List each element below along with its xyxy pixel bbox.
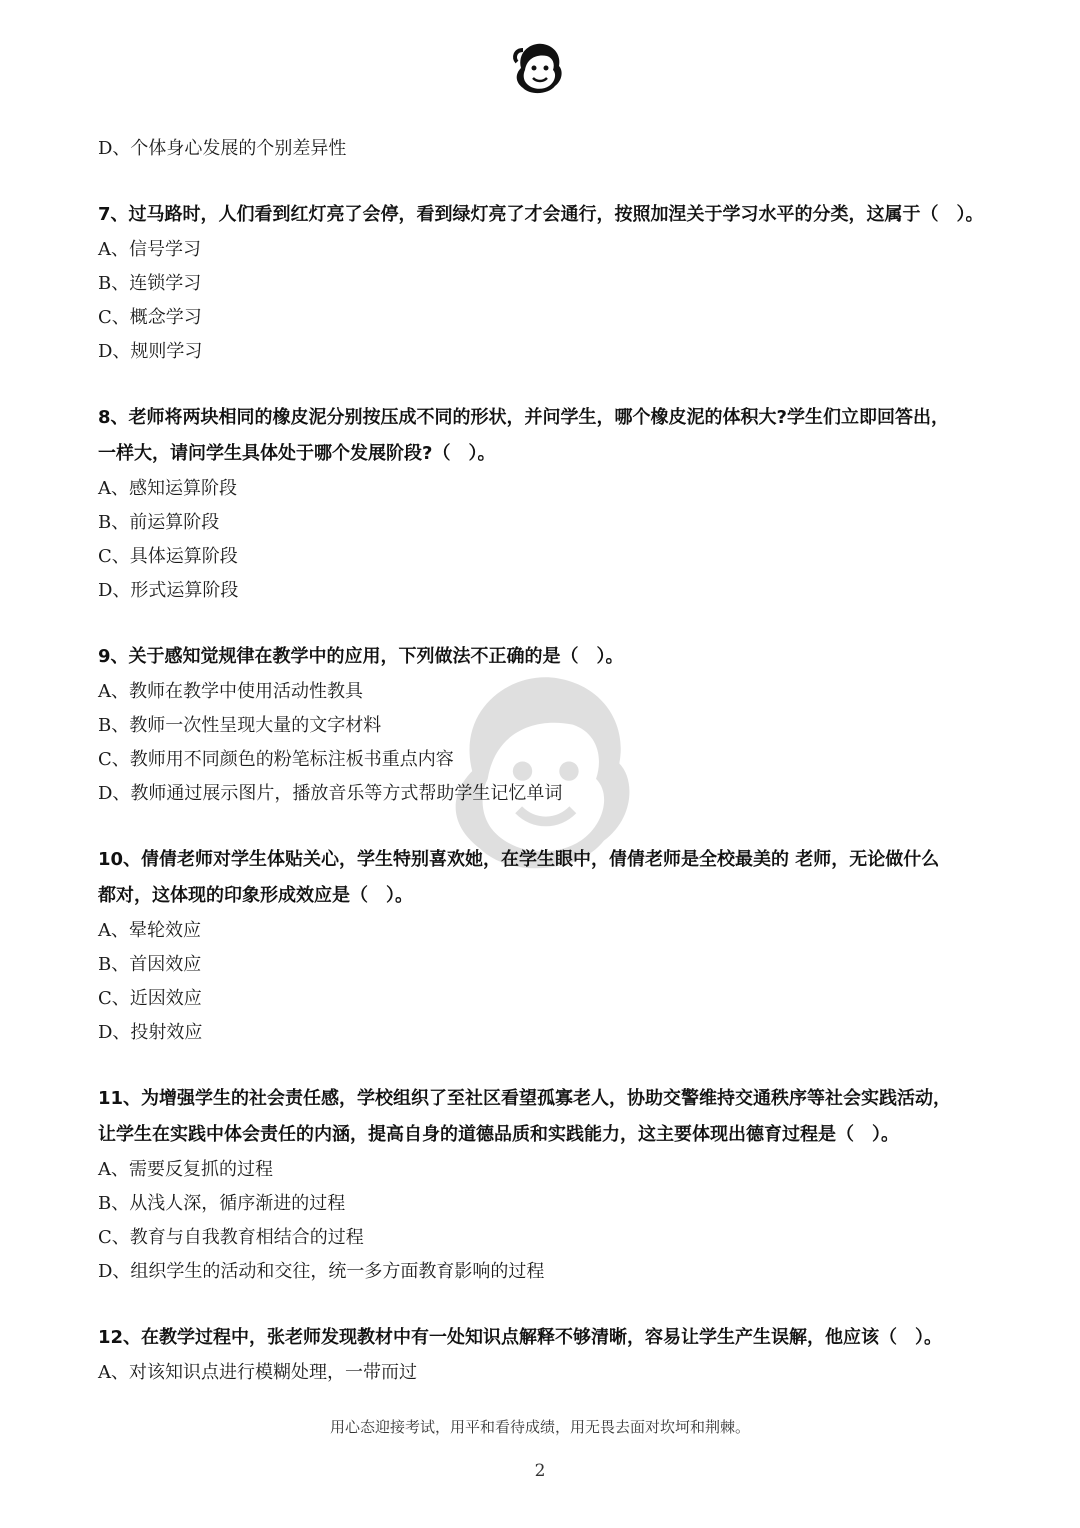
- question-stem: 9、关于感知觉规律在教学中的应用，下列做法不正确的是（ ）。: [98, 646, 624, 667]
- page-number: 2: [534, 1461, 546, 1481]
- option-a: A、教师在教学中使用活动性教具: [98, 681, 363, 702]
- question-stem: 7、过马路时，人们看到红灯亮了会停，看到绿灯亮了才会通行，按照加涅关于学习水平的分类，这属于（ ）。: [98, 204, 984, 225]
- question-stem: 12、在教学过程中，张老师发现教材中有一处知识点解释不够清晰，容易让学生产生误解，他应该（ ）。: [98, 1327, 943, 1348]
- option-a: A、信号学习: [98, 239, 201, 260]
- question-9: [98, 639, 988, 811]
- option-b: B、从浅人深，循序渐进的过程: [98, 1193, 346, 1214]
- question-stem: 10、倩倩老师对学生体贴关心，学生特别喜欢她，在学生眼中，倩倩老师是全校最美的 老师，无论做什么: [98, 849, 940, 870]
- option-b: B、连锁学习: [98, 273, 202, 294]
- question-stem-line-2: 让学生在实践中体会责任的内涵，提高自身的道德品质和实践能力，这主要体现出德育过程是（ ）。: [98, 1124, 899, 1145]
- option-b: B、教师一次性呈现大量的文字材料: [98, 715, 382, 736]
- option-c: C、教师用不同颜色的粉笔标注板书重点内容: [98, 749, 454, 770]
- option-a: A、需要反复抓的过程: [98, 1159, 273, 1180]
- option-a: A、晕轮效应: [98, 920, 201, 941]
- option-b: B、前运算阶段: [98, 512, 220, 533]
- question-content: [98, 132, 988, 1390]
- question-stem-line-2: 一样大，请问学生具体处于哪个发展阶段?（ ）。: [98, 443, 496, 464]
- question-8: [98, 400, 988, 608]
- option-a: A、对该知识点进行模糊处理，一带而过: [98, 1362, 417, 1383]
- option-c: C、具体运算阶段: [98, 546, 238, 567]
- previous-option-d: D、个体身心发展的个别差异性: [98, 138, 347, 159]
- option-c: C、教育与自我教育相结合的过程: [98, 1227, 364, 1248]
- option-b: B、首因效应: [98, 954, 202, 975]
- option-d: D、组织学生的活动和交往，统一多方面教育影响的过程: [98, 1261, 545, 1282]
- question-7: [98, 197, 988, 369]
- option-d: D、规则学习: [98, 341, 203, 362]
- question-stem-line-2: 都对，这体现的印象形成效应是（ ）。: [98, 885, 413, 906]
- option-c: C、概念学习: [98, 307, 202, 328]
- question-stem: 11、为增强学生的社会责任感，学校组织了至社区看望孤寡老人，协助交警维持交通秩序等社会实践活动，: [98, 1088, 952, 1109]
- option-a: A、感知运算阶段: [98, 478, 237, 499]
- option-d: D、投射效应: [98, 1022, 203, 1043]
- option-d: D、形式运算阶段: [98, 580, 239, 601]
- option-c: C、近因效应: [98, 988, 202, 1009]
- question-stem: 8、老师将两块相同的橡皮泥分别按压成不同的形状，并问学生，哪个橡皮泥的体积大?学生们立即回答出，: [98, 407, 949, 428]
- question-11: [98, 1081, 988, 1289]
- monkey-logo-icon: [507, 38, 569, 100]
- question-10: [98, 842, 988, 1050]
- option-d: D、教师通过展示图片，播放音乐等方式帮助学生记忆单词: [98, 783, 563, 804]
- question-12: [98, 1320, 988, 1390]
- footer-motto: 用心态迎接考试，用平和看待成绩，用无畏去面对坎坷和荆棘。: [329, 1418, 750, 1436]
